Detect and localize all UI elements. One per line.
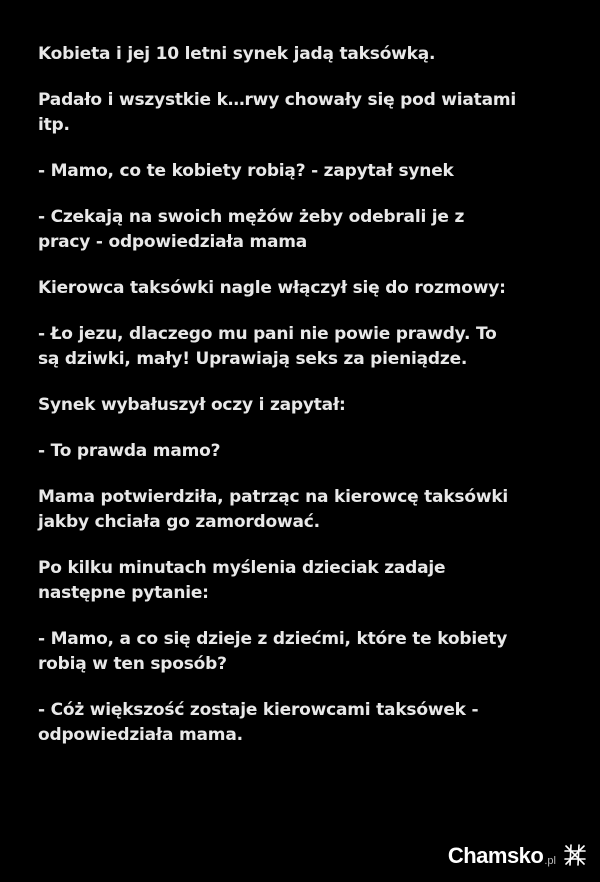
story-paragraph: Padało i wszystkie k…rwy chowały się pod wiatami itp.	[38, 90, 517, 135]
story-paragraph: - To prawda mamo?	[38, 441, 221, 461]
story-text	[38, 42, 578, 769]
story-paragraph: Synek wybałuszył oczy i zapytał:	[38, 395, 346, 415]
story-paragraph: - Cóż większość zostaje kierowcami taksówek - odpowiedziała mama.	[38, 700, 479, 745]
watermark-tld: .pl	[544, 855, 556, 867]
story-paragraph: Kierowca taksówki nagle włączył się do rozmowy:	[38, 278, 506, 298]
watermark-name: Chamsko	[447, 843, 544, 868]
story-paragraph: Kobieta i jej 10 letni synek jadą taksówką.	[38, 44, 436, 64]
story-paragraph: - Mamo, co te kobiety robią? - zapytał synek	[38, 161, 454, 181]
story-paragraph: - Ło jezu, dlaczego mu pani nie powie prawdy. To są dziwki, mały! Uprawiają seks za pieniądze.	[38, 324, 497, 369]
watermark[interactable]	[448, 840, 588, 868]
hashtag-star-icon	[562, 842, 588, 868]
story-paragraph: - Mamo, a co się dzieje z dziećmi, które te kobiety robią w ten sposób?	[38, 629, 508, 674]
story-paragraph: Po kilku minutach myślenia dzieciak zadaje następne pytanie:	[38, 558, 446, 603]
story-paragraph: - Czekają na swoich mężów żeby odebrali je z pracy - odpowiedziała mama	[38, 207, 465, 252]
story-paragraph: Mama potwierdziła, patrząc na kierowcę taksówki jakby chciała go zamordować.	[38, 487, 509, 532]
